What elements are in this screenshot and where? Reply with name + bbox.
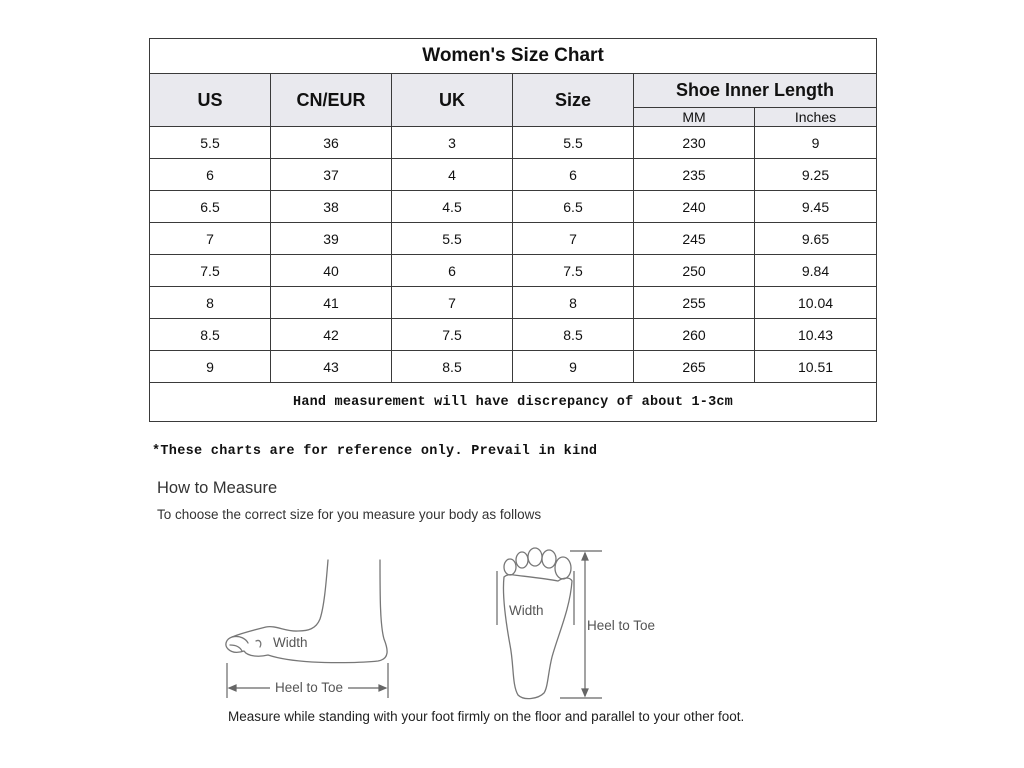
cell-inches: 9.65 bbox=[755, 223, 877, 255]
cell-uk: 7 bbox=[392, 287, 513, 319]
table-row bbox=[150, 319, 877, 351]
top-heel-to-toe-label: Heel to Toe bbox=[587, 618, 656, 633]
cell-uk: 5.5 bbox=[392, 223, 513, 255]
cell-inches: 9 bbox=[755, 127, 877, 159]
cell-cn-eur: 43 bbox=[271, 351, 392, 383]
side-width-label: Width bbox=[273, 635, 308, 650]
cell-cn-eur: 37 bbox=[271, 159, 392, 191]
cell-mm: 265 bbox=[634, 351, 755, 383]
cell-size: 7.5 bbox=[513, 255, 634, 287]
cell-us: 6 bbox=[150, 159, 271, 191]
header-size: Size bbox=[513, 74, 634, 127]
reference-disclaimer: *These charts are for reference only. Prevail in kind bbox=[152, 444, 598, 459]
cell-us: 7.5 bbox=[150, 255, 271, 287]
cell-cn-eur: 41 bbox=[271, 287, 392, 319]
cell-us: 6.5 bbox=[150, 191, 271, 223]
cell-us: 9 bbox=[150, 351, 271, 383]
table-row bbox=[150, 191, 877, 223]
cell-cn-eur: 38 bbox=[271, 191, 392, 223]
cell-cn-eur: 42 bbox=[271, 319, 392, 351]
cell-size: 6 bbox=[513, 159, 634, 191]
cell-mm: 255 bbox=[634, 287, 755, 319]
measure-instruction: Measure while standing with your foot firmly on the floor and parallel to your other foot. bbox=[228, 709, 745, 724]
cell-size: 8 bbox=[513, 287, 634, 319]
cell-size: 8.5 bbox=[513, 319, 634, 351]
cell-size: 6.5 bbox=[513, 191, 634, 223]
cell-inches: 10.04 bbox=[755, 287, 877, 319]
cell-inches: 10.43 bbox=[755, 319, 877, 351]
header-shoe-inner-length: Shoe Inner Length bbox=[634, 74, 877, 108]
cell-uk: 3 bbox=[392, 127, 513, 159]
table-row bbox=[150, 127, 877, 159]
cell-mm: 245 bbox=[634, 223, 755, 255]
header-mm: MM bbox=[634, 108, 755, 127]
foot-top-outline bbox=[503, 575, 572, 699]
cell-us: 5.5 bbox=[150, 127, 271, 159]
header-us: US bbox=[150, 74, 271, 127]
header-cn-eur: CN/EUR bbox=[271, 74, 392, 127]
header-uk: UK bbox=[392, 74, 513, 127]
cell-mm: 240 bbox=[634, 191, 755, 223]
cell-cn-eur: 36 bbox=[271, 127, 392, 159]
how-to-measure-subtitle: To choose the correct size for you measure your body as follows bbox=[157, 507, 542, 522]
side-heel-to-toe-label: Heel to Toe bbox=[275, 680, 344, 695]
cell-uk: 8.5 bbox=[392, 351, 513, 383]
table-row bbox=[150, 287, 877, 319]
cell-inches: 9.25 bbox=[755, 159, 877, 191]
header-inches: Inches bbox=[755, 108, 877, 127]
cell-cn-eur: 40 bbox=[271, 255, 392, 287]
cell-uk: 4 bbox=[392, 159, 513, 191]
table-row bbox=[150, 351, 877, 383]
cell-us: 8.5 bbox=[150, 319, 271, 351]
cell-mm: 230 bbox=[634, 127, 755, 159]
cell-uk: 7.5 bbox=[392, 319, 513, 351]
cell-us: 7 bbox=[150, 223, 271, 255]
cell-mm: 235 bbox=[634, 159, 755, 191]
cell-uk: 6 bbox=[392, 255, 513, 287]
cell-inches: 9.45 bbox=[755, 191, 877, 223]
size-chart-table bbox=[149, 38, 877, 422]
cell-us: 8 bbox=[150, 287, 271, 319]
cell-inches: 9.84 bbox=[755, 255, 877, 287]
cell-inches: 10.51 bbox=[755, 351, 877, 383]
top-width-label: Width bbox=[509, 603, 544, 618]
cell-size: 5.5 bbox=[513, 127, 634, 159]
cell-size: 7 bbox=[513, 223, 634, 255]
how-to-measure-title: How to Measure bbox=[157, 479, 278, 497]
cell-size: 9 bbox=[513, 351, 634, 383]
cell-mm: 250 bbox=[634, 255, 755, 287]
chart-title: Women's Size Chart bbox=[150, 39, 877, 74]
cell-uk: 4.5 bbox=[392, 191, 513, 223]
table-row bbox=[150, 159, 877, 191]
measurement-note: Hand measurement will have discrepancy of about 1-3cm bbox=[150, 383, 877, 422]
cell-cn-eur: 39 bbox=[271, 223, 392, 255]
table-row bbox=[150, 223, 877, 255]
table-row bbox=[150, 255, 877, 287]
cell-mm: 260 bbox=[634, 319, 755, 351]
